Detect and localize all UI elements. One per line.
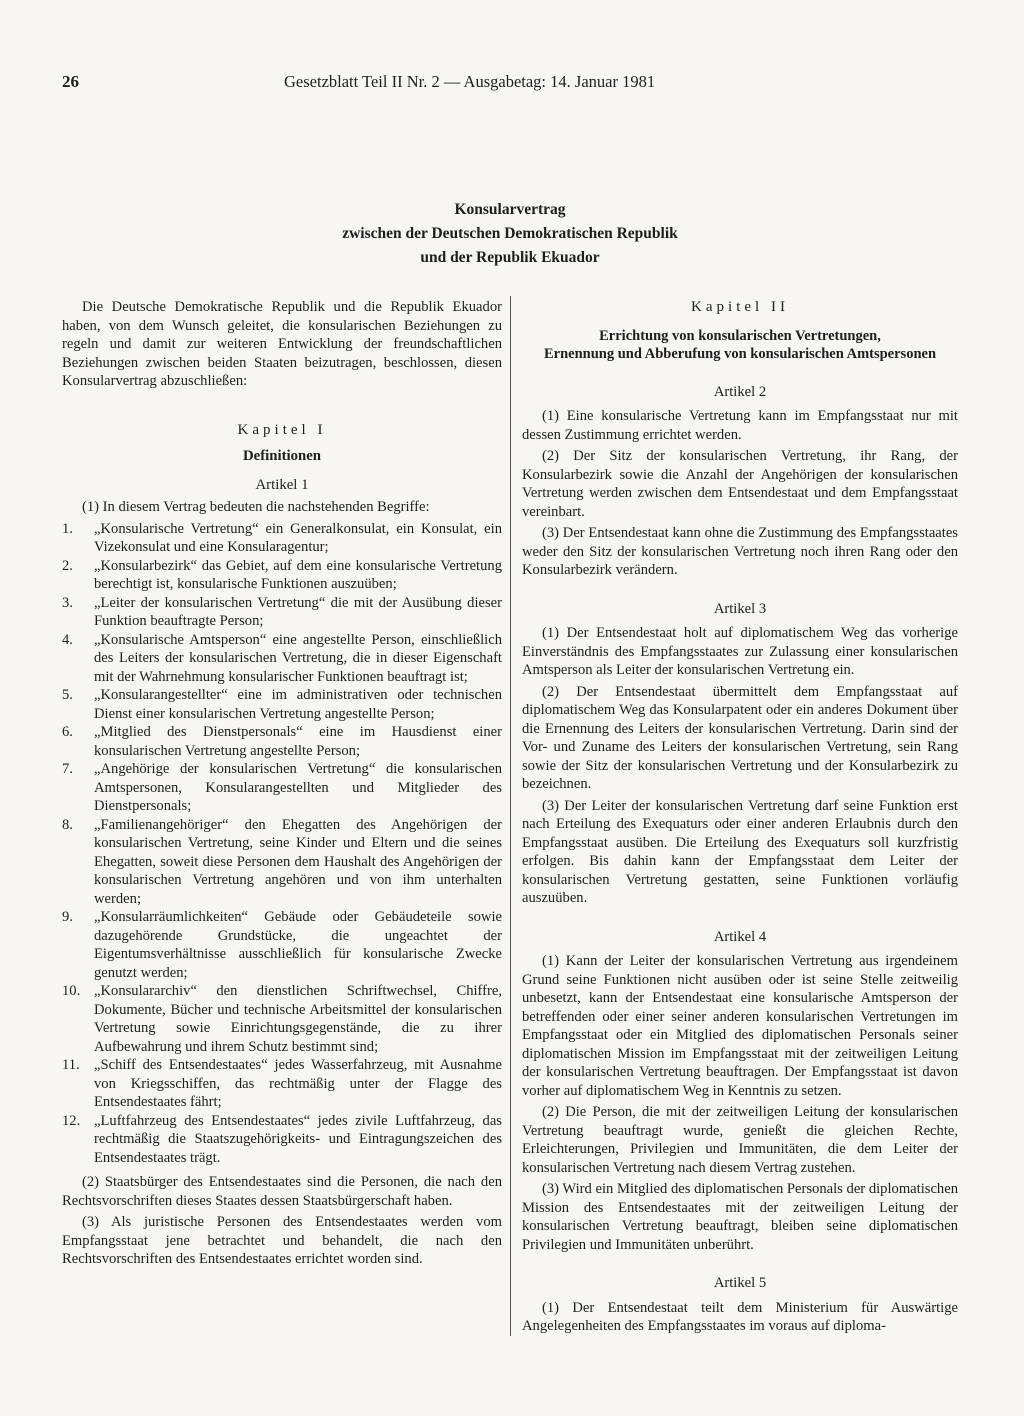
- title-line-3: und der Republik Ekuador: [420, 249, 600, 266]
- item-number: 12.: [62, 1112, 81, 1129]
- item-text: „Konsularräumlichkeiten“ Gebäude oder Gebäudeteile sowie dazugehörende Grundstücke, die ungeachtet der Eigentumsverhältnisse ausschließlich für konsularische Zwecke genutzt werden;: [94, 909, 502, 981]
- item-text: „Familienangehöriger“ den Ehegatten des Angehörigen der konsularischen Vertretung, seine Kinder und Eltern und die seines Ehegatten, soweit diese Personen dem Haushalt des Angehörigen der konsularischen Vertretung angehören und von ihm unterhalten werden;: [94, 816, 502, 907]
- article-4-paragraph-3: (3) Wird ein Mitglied des diplomatischen Personals der diplomatischen Mission des Entsendestaates mit der zeitweiligen Leitung der konsularischen Vertretung beauftragt, bleiben seine diplomatischen Privilegien und Immunitäten unberührt.: [522, 1181, 958, 1253]
- item-text: „Leiter der konsularischen Vertretung“ die mit der Ausübung dieser Funktion beauftragte Person;: [94, 594, 502, 629]
- list-item: [62, 686, 502, 723]
- article-5-title: Artikel 5: [713, 1275, 767, 1291]
- item-number: 2.: [62, 557, 73, 574]
- running-head: Gesetzblatt Teil II Nr. 2 — Ausgabetag: 14. Januar 1981: [284, 72, 656, 91]
- item-text: „Konsularbezirk“ das Gebiet, auf dem eine konsularische Vertretung berechtigt ist, konsularische Funktionen auszuüben;: [94, 557, 502, 592]
- list-item: [62, 723, 502, 760]
- article-3-paragraph-3: (3) Der Leiter der konsularischen Vertretung darf seine Funktion erst nach Erteilung des Exequaturs oder einer anderen Erlaubnis durch den Empfangsstaat ausüben. Die Erteilung des Exequaturs soll kurzfristig erfolgen. Bis dahin kann der Empfangsstaat dem Leiter der konsularischen Vertretung gestatten, seine Funktionen vorläufig auszuüben.: [522, 797, 958, 906]
- item-number: 9.: [62, 909, 73, 925]
- item-text: „Luftfahrzeug des Entsendestaates“ jedes zivile Luftfahrzeug, das rechtmäßig die Staatszugehörigkeits- und Eintragungszeichen des Entsendestaates trägt.: [94, 1112, 502, 1166]
- item-number: 5.: [62, 687, 73, 703]
- item-text: „Angehörige der konsularischen Vertretung“ die konsularischen Amtspersonen, Konsularangestellten und Mitglieder des Dienstpersonals;: [94, 761, 502, 814]
- item-number: 7.: [62, 761, 73, 777]
- chapter-1-title: Definitionen: [242, 448, 322, 464]
- item-text: „Schiff des Entsendestaates“ jedes Wasserfahrzeug, mit Ausnahme von Kriegsschiffen, das rechtmäßig unter der Flagge des Entsendestaates fährt;: [94, 1057, 502, 1110]
- chapter-2-title-line-2: Ernennung und Abberufung von konsularischen Amtspersonen: [543, 345, 937, 362]
- chapter-2-title-line-1: Errichtung von konsularischen Vertretungen,: [599, 327, 881, 344]
- title-line-1: Konsularvertrag: [454, 201, 566, 218]
- item-text: „Konsulararchiv“ den dienstlichen Schriftwechsel, Chiffre, Dokumente, Bücher und technische Arbeitsmittel der konsularischen Vertretung sowie Einrichtungsgegenstände, die zu ihrer Aufbewahrung und ihrem Schutz bestimmt sind;: [94, 983, 502, 1055]
- list-item: [62, 760, 502, 816]
- article-2-paragraph-2: (2) Der Sitz der konsularischen Vertretung, ihr Rang, der Konsularbezirk sowie die Anzahl der Angehörigen der konsularischen Vertretung werden zwischen dem Entsendestaat und dem Empfangsstaat vereinbart.: [522, 448, 958, 520]
- item-number: 1.: [62, 520, 73, 537]
- chapter-2-label: Kapitel II: [691, 299, 789, 315]
- list-item: [62, 631, 502, 687]
- item-number: 10.: [62, 983, 81, 999]
- item-text: „Konsularangestellter“ eine im administrativen oder technischen Dienst einer konsularischen Vertretung angestellte Person;: [94, 687, 502, 722]
- list-item: [62, 1056, 502, 1112]
- article-1-title: Artikel 1: [255, 476, 309, 493]
- list-item: [62, 557, 502, 594]
- article-3-title: Artikel 3: [713, 600, 767, 617]
- item-text: „Konsularische Amtsperson“ eine angestellte Person, einschließlich des Leiters der konsularischen Vertretung, die in dieser Eigenschaft mit der Wahrnehmung konsularischer Funktionen beauftragt ist;: [94, 631, 502, 685]
- page-number: 26: [62, 72, 79, 91]
- chapter-1-label: Kapitel I: [237, 421, 327, 438]
- right-column: [522, 298, 958, 1336]
- item-number: 3.: [62, 594, 73, 611]
- list-item: [62, 1112, 502, 1168]
- chapter-2-title: [522, 327, 958, 363]
- article-4-paragraph-2: (2) Die Person, die mit der zeitweiligen Leitung der konsularischen Vertretung beauftragt wurde, genießt die gleichen Rechte, Erleichterungen, Privilegien und Immunitäten, die dem Leiter der konsularischen Vertretung nach diesem Vertrag zustehen.: [522, 1104, 958, 1176]
- article-4-title: Artikel 4: [713, 928, 767, 945]
- item-number: 8.: [62, 816, 73, 833]
- item-number: 4.: [62, 631, 73, 648]
- article-3-paragraph-2: (2) Der Entsendestaat übermittelt dem Empfangsstaat auf diplomatischem Weg das Konsularpatent oder ein anderes Dokument über die Ernennung des Leiters der konsularischen Vertretung. Darin sind der Vor- und Zuname des Leiters der konsularischen Vertretung, sein Rang sowie der Sitz der konsularischen Vertretung und der Konsularbezirk zu bezeichnen.: [522, 683, 958, 792]
- definition-list: [62, 520, 502, 1168]
- preamble: Die Deutsche Demokratische Republik und die Republik Ekuador haben, von dem Wunsch geleitet, die konsularischen Beziehungen zu regeln und damit zur weiteren Entwicklung der freundschaftlichen Beziehungen zwischen beiden Staaten beizutragen, beschlossen, diesen Konsularvertrag abzuschließen:: [62, 299, 502, 389]
- item-number: 6.: [62, 724, 73, 740]
- document-title: [260, 198, 760, 270]
- item-text: „Mitglied des Dienstpersonals“ eine im Hausdienst einer konsularischen Vertretung angestellte Person;: [94, 724, 502, 759]
- page-header: [62, 72, 962, 94]
- article-3-paragraph-1: (1) Der Entsendestaat holt auf diplomatischem Weg das vorherige Einverständnis des Empfangsstaates zur Zulassung einer konsularischen Amtsperson als Leiter der konsularischen Vertretung ein.: [522, 625, 958, 678]
- article-2-title: Artikel 2: [713, 383, 767, 400]
- left-column: [62, 298, 502, 1269]
- column-divider: [510, 296, 511, 1336]
- list-item: [62, 594, 502, 631]
- title-line-2: zwischen der Deutschen Demokratischen Republik: [342, 225, 678, 242]
- item-text: „Konsularische Vertretung“ ein Generalkonsulat, ein Konsulat, ein Vizekonsulat und eine Konsularagentur;: [94, 520, 502, 555]
- list-item: [62, 908, 502, 982]
- article-1-intro: (1) In diesem Vertrag bedeuten die nachstehenden Begriffe:: [82, 499, 430, 515]
- list-item: [62, 816, 502, 909]
- item-number: 11.: [62, 1057, 80, 1073]
- article-1-paragraph-3: (3) Als juristische Personen des Entsendestaates werden vom Empfangsstaat jene betrachtet und behandelt, die nach den Rechtsvorschriften des Entsendestaates errichtet worden sind.: [62, 1214, 502, 1267]
- article-2-paragraph-1: (1) Eine konsularische Vertretung kann im Empfangsstaat nur mit dessen Zustimmung errichtet werden.: [522, 408, 958, 443]
- article-4-paragraph-1: (1) Kann der Leiter der konsularischen Vertretung aus irgendeinem Grund seine Funktionen nicht ausüben oder ist seine Stelle zeitweilig unbesetzt, kann der Entsendestaat eine konsularische Amtsperson der betreffenden oder einer seiner anderen konsularischen Vertretungen im Empfangsstaat oder ein Mitglied des diplomatischen Personals seiner diplomatischen Mission im Empfangsstaat mit der zeitweiligen Leitung der konsularischen Vertretung beauftragen. Der Empfangsstaat ist davon vorher auf diplomatischem Weg in Kenntnis zu setzen.: [522, 953, 958, 1099]
- list-item: [62, 520, 502, 557]
- list-item: [62, 982, 502, 1056]
- article-2-paragraph-3: (3) Der Entsendestaat kann ohne die Zustimmung des Empfangsstaates weder den Sitz der konsularischen Vertretung noch ihren Rang oder den Konsularbezirk verändern.: [522, 525, 958, 578]
- article-1-paragraph-2: (2) Staatsbürger des Entsendestaates sind die Personen, die nach den Rechtsvorschriften dieses Staates dessen Staatsbürgerschaft haben.: [62, 1174, 502, 1209]
- article-5-paragraph-1: (1) Der Entsendestaat teilt dem Ministerium für Auswärtige Angelegenheiten des Empfangsstaates im voraus auf diploma-: [522, 1299, 958, 1334]
